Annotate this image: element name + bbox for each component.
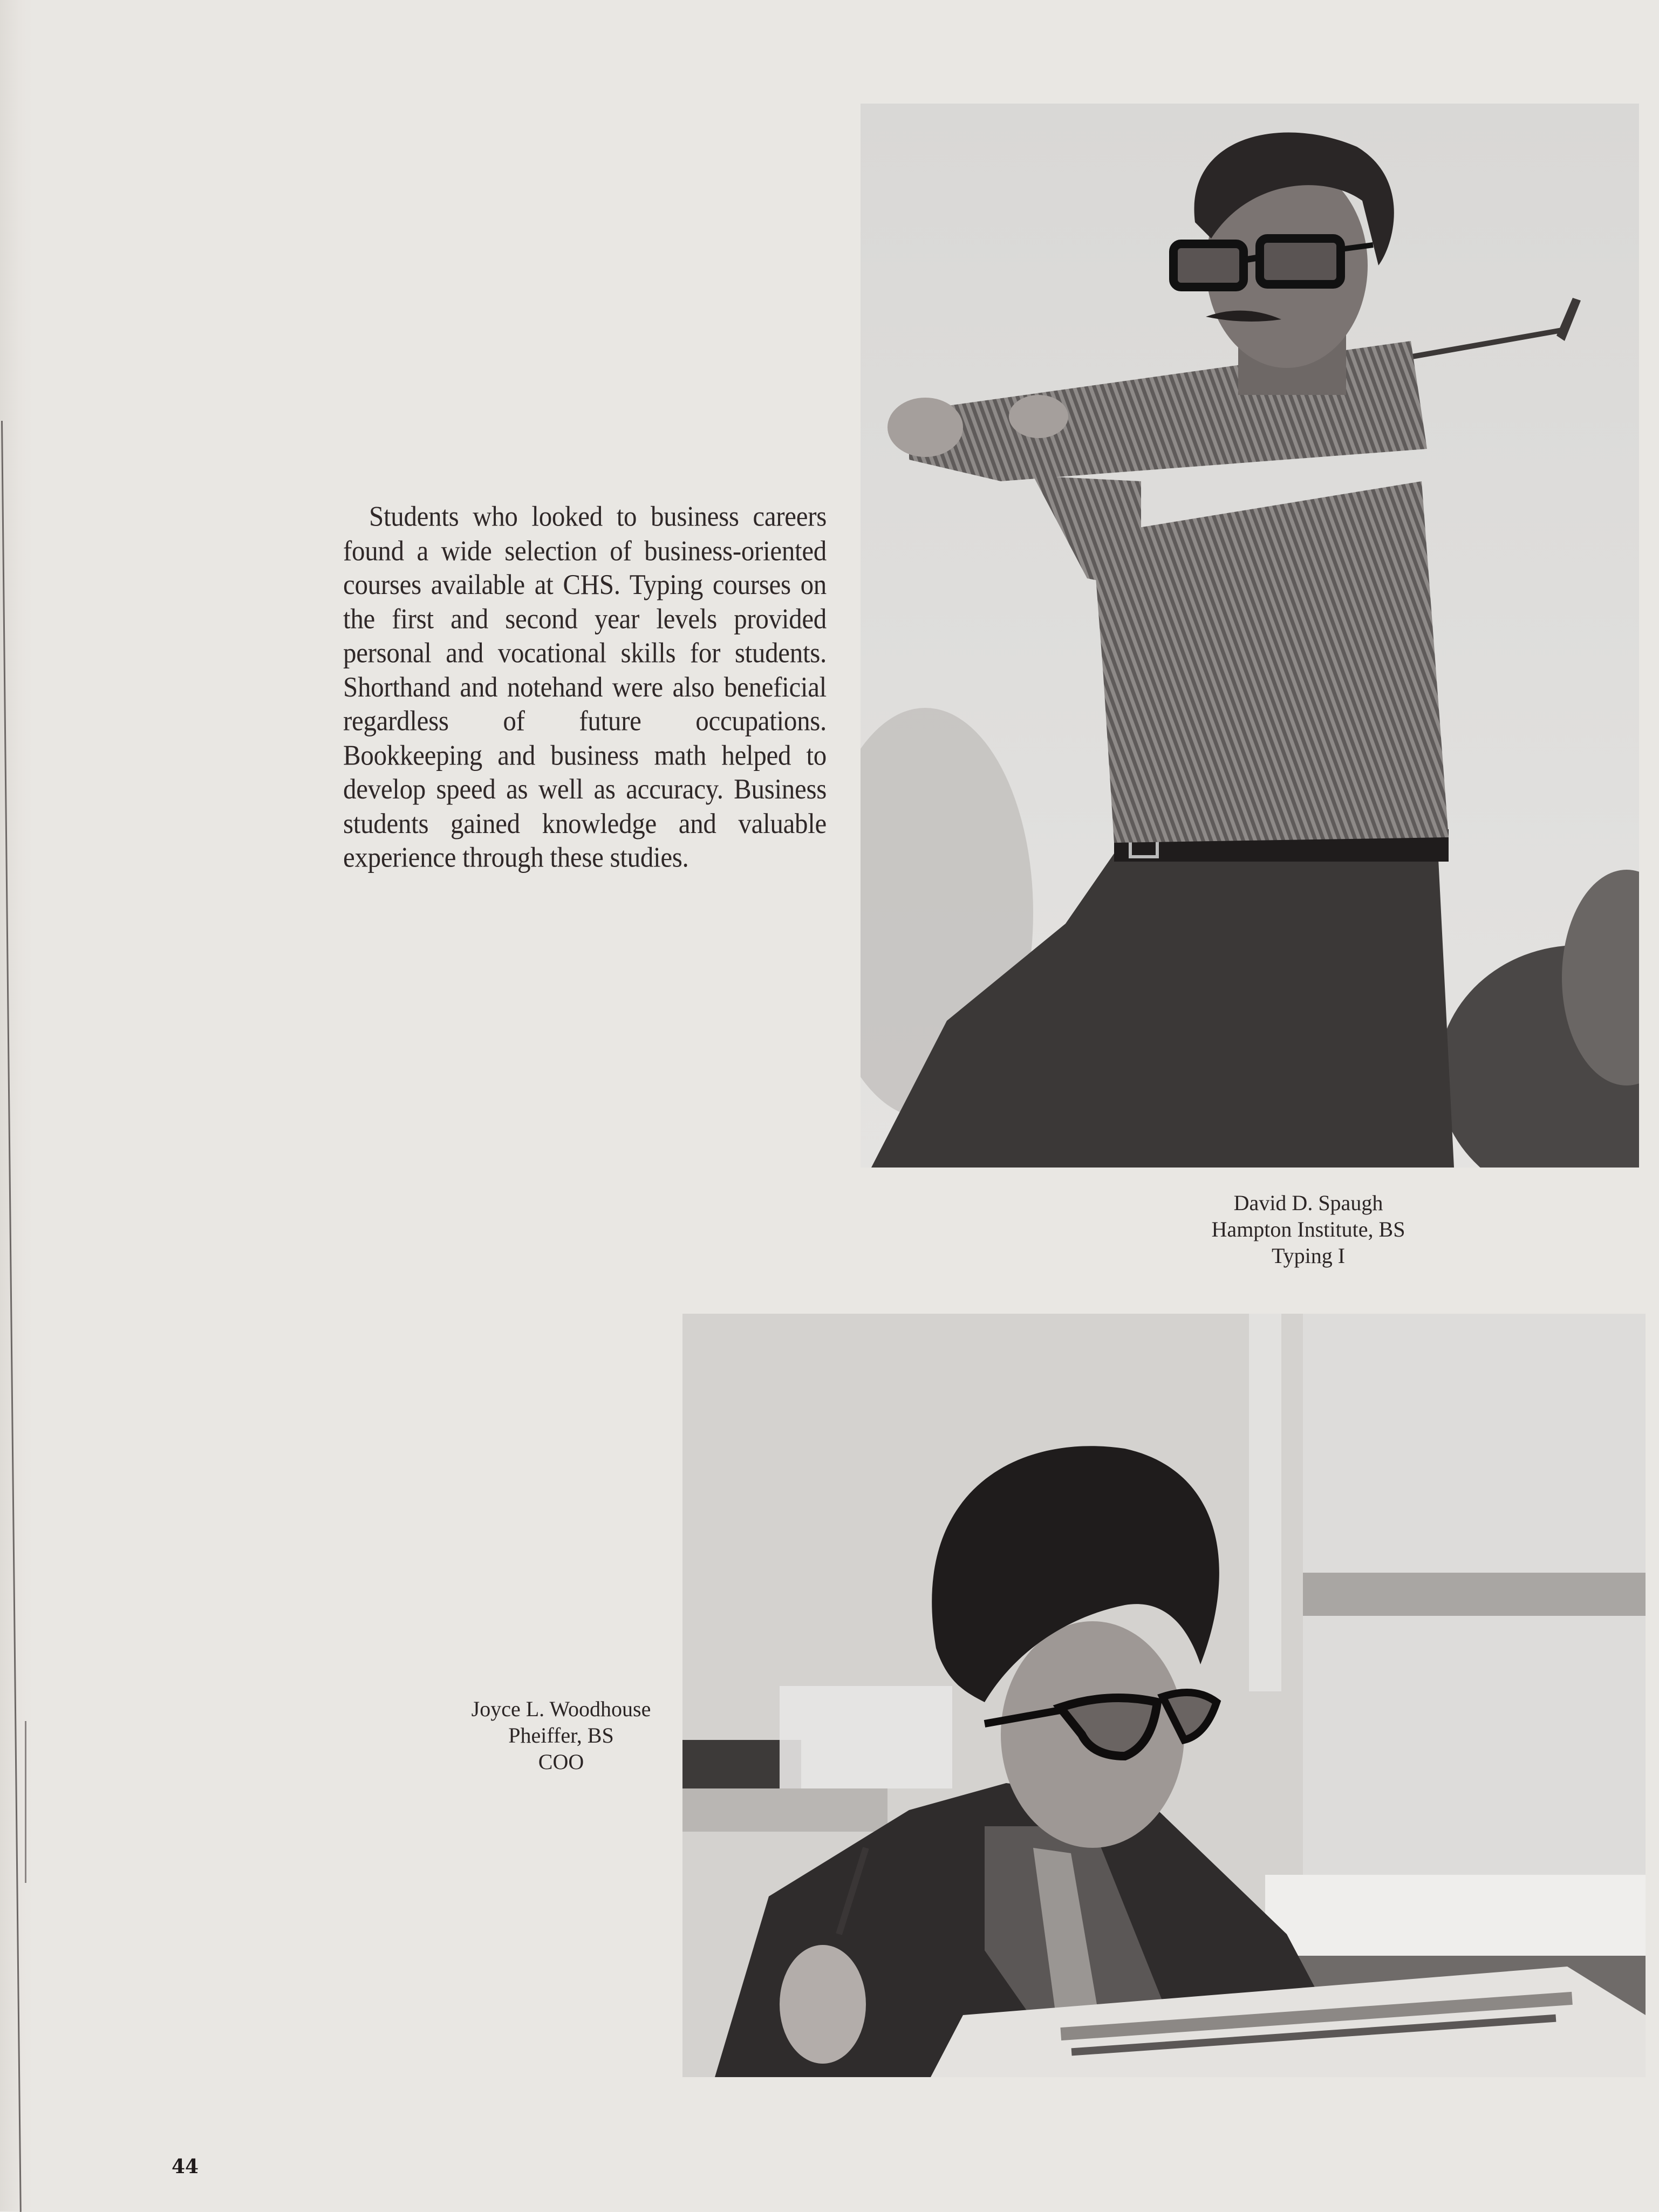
caption-school: Pheiffer, BS bbox=[508, 1723, 614, 1747]
caption-subject: COO bbox=[538, 1750, 584, 1774]
article-paragraph: Students who looked to business careers found a wide selection of business-oriented courses available at CHS. Typing courses on the first and second year levels provided personal and vocational skills for students. Shorthand and notehand were also beneficial regardless of future occupations. Bookkeeping and business math helped to develop speed as well as accuracy. Business students gained knowledge and valuable experience through these studies. bbox=[343, 500, 827, 873]
golfer-photo-illustration bbox=[861, 104, 1639, 1168]
photo-caption-joyce-woodhouse bbox=[448, 1696, 674, 1775]
caption-subject: Typing I bbox=[1271, 1244, 1346, 1268]
page-number: 44 bbox=[172, 2155, 199, 2178]
article-body bbox=[343, 500, 827, 875]
caption-school: Hampton Institute, BS bbox=[1211, 1217, 1405, 1241]
photo-david-spaugh bbox=[861, 104, 1639, 1168]
photo-joyce-woodhouse bbox=[682, 1314, 1646, 2077]
photo-caption-david-spaugh bbox=[1160, 1190, 1457, 1269]
caption-name: Joyce L. Woodhouse bbox=[471, 1697, 651, 1721]
caption-name: David D. Spaugh bbox=[1233, 1191, 1383, 1215]
binding-line bbox=[25, 1721, 26, 1883]
typist-photo-illustration bbox=[682, 1314, 1646, 2077]
